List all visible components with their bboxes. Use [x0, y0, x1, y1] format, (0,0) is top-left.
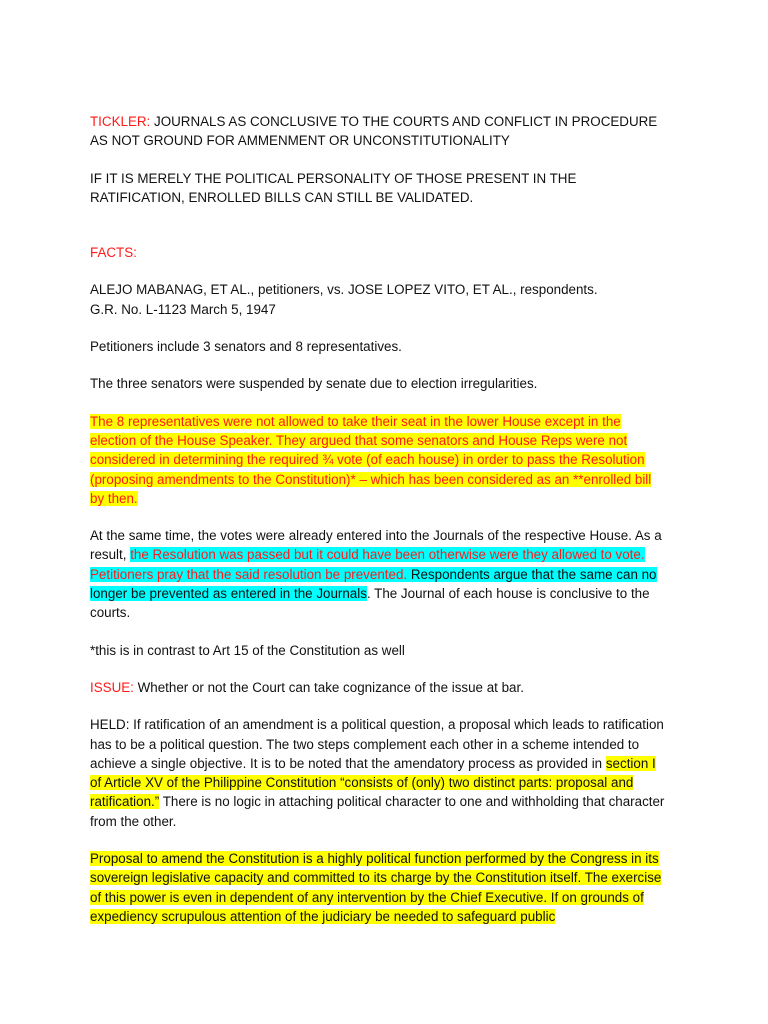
enrolled-bill-note: IF IT IS MERELY THE POLITICAL PERSONALITY OF THOSE PRESENT IN THE RATIFICATION, ENROLLED BILLS CAN STILL BE VALIDATED.: [90, 170, 577, 205]
case-title: ALEJO MABANAG, ET AL., petitioners, vs. JOSE LOPEZ VITO, ET AL., respondents.: [90, 282, 598, 298]
footnote-paragraph: *this is in contrast to Art 15 of the Constitution as well: [90, 642, 405, 658]
votes-outro: . The Journal of each house is conclusive to the courts.: [90, 586, 650, 621]
petitioners-paragraph: Petitioners include 3 senators and 8 representatives.: [90, 339, 402, 355]
suspension-paragraph: The three senators were suspended by senate due to election irregularities.: [90, 376, 538, 392]
held-paragraph: [90, 715, 668, 831]
votes-intro: At the same time, the votes were already entered into the Journals of the respective House. As a result,: [90, 528, 662, 563]
issue-text: Whether or not the Court can take cognizance of the issue at bar.: [133, 679, 524, 695]
issue-paragraph: [90, 678, 668, 697]
respondents-argument-highlight: Respondents argue that the same can no longer be prevented as entered in the Journals: [90, 566, 657, 602]
issue-label: ISSUE:: [90, 679, 134, 695]
held-outro: There is no logic in attaching political character to one and withholding that character from the other.: [90, 794, 665, 829]
votes-paragraph: [90, 526, 668, 622]
tickler-paragraph: [90, 112, 668, 151]
case-citation: [90, 280, 668, 319]
tickler-text: JOURNALS AS CONCLUSIVE TO THE COURTS AND CONFLICT IN PROCEDURE AS NOT GROUND FOR AMMENMENT OR UNCONSTITUTIONALITY: [90, 114, 658, 149]
facts-label: FACTS:: [90, 245, 137, 261]
resolution-passed-highlight: the Resolution was passed but it could have been otherwise were they allowed to vote. Petitioners pray that the said resolution be prevented.: [90, 547, 645, 582]
representatives-argument-highlight: The 8 representatives were not allowed to take their seat in the lower House except in the election of the House Speaker. They argued that some senators and House Reps were not considered in determining the required ¾ vote (of each house) in order to pass the Resolution (proposing amendments to the Constitution)* – which has been considered as an **enrolled bill by then.: [90, 413, 652, 506]
facts-heading: [90, 243, 668, 262]
held-intro: HELD: If ratification of an amendment is a political question, a proposal which leads to ratification has to be a political question. The two steps complement each other in a scheme intended to achieve a single objective. It is to be noted that the amendatory process as provided in: [90, 717, 664, 771]
case-number: G.R. No. L-1123 March 5, 1947: [90, 301, 276, 317]
held-highlight: section I of Article XV of the Philippine Constitution “consists of (only) two distinct parts: proposal and ratification.”: [90, 755, 656, 810]
proposal-paragraph: [90, 849, 668, 926]
representatives-argument-paragraph: [90, 412, 668, 508]
proposal-highlight: Proposal to amend the Constitution is a highly political function performed by the Congress in its sovereign legislative capacity and committed to its charge by the Constitution itself. The exercise of this power is even in dependent of any intervention by the Chief Executive. If on grounds of expediency scrupulous attention of the judiciary be needed to safeguard public: [90, 851, 662, 924]
tickler-label: TICKLER:: [90, 114, 151, 129]
